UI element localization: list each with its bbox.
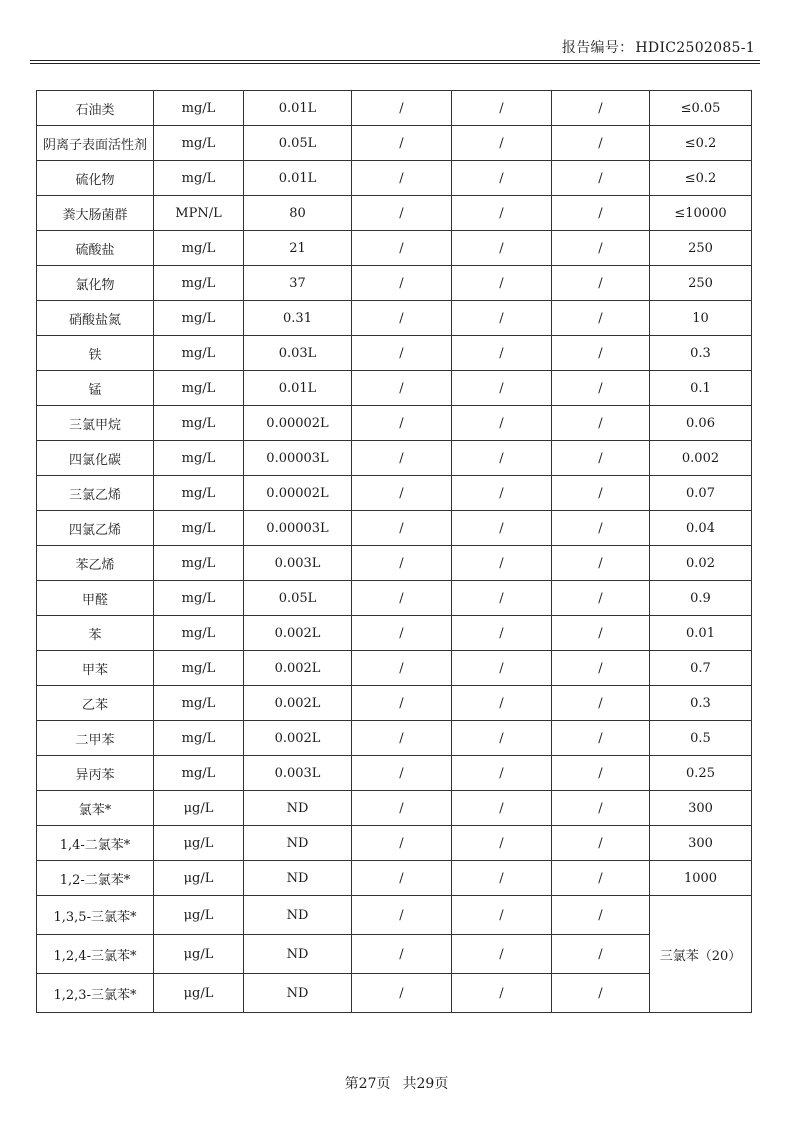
col-6-cell: /: [552, 161, 650, 196]
unit-cell: MPN/L: [154, 196, 244, 231]
table-row: [37, 336, 752, 371]
measured-value-cell: 0.00003L: [244, 441, 352, 476]
col-6-cell: /: [552, 476, 650, 511]
parameter-name-cell: 苯: [37, 616, 154, 651]
col-4-cell: /: [352, 581, 452, 616]
measured-value-cell: 0.00002L: [244, 476, 352, 511]
table-row: [37, 511, 752, 546]
parameter-name-cell: 异丙苯: [37, 756, 154, 791]
col-6-cell: /: [552, 546, 650, 581]
col-6-cell: /: [552, 371, 650, 406]
col-5-cell: /: [452, 161, 552, 196]
col-5-cell: /: [452, 406, 552, 441]
col-4-cell: /: [352, 336, 452, 371]
col-6-cell: /: [552, 91, 650, 126]
measured-value-cell: 21: [244, 231, 352, 266]
col-6-cell: /: [552, 581, 650, 616]
limit-value-cell: 300: [650, 826, 752, 861]
parameter-name-cell: 硫化物: [37, 161, 154, 196]
unit-cell: μg/L: [154, 896, 244, 935]
col-6-cell: /: [552, 721, 650, 756]
col-4-cell: /: [352, 266, 452, 301]
col-5-cell: /: [452, 546, 552, 581]
parameter-name-cell: 乙苯: [37, 686, 154, 721]
table-row: [37, 371, 752, 406]
unit-cell: mg/L: [154, 336, 244, 371]
measured-value-cell: ND: [244, 791, 352, 826]
parameter-name-cell: 石油类: [37, 91, 154, 126]
unit-cell: mg/L: [154, 511, 244, 546]
col-6-cell: /: [552, 441, 650, 476]
parameter-name-cell: 甲苯: [37, 651, 154, 686]
parameter-name-cell: 1,2,4-三氯苯*: [37, 935, 154, 974]
limit-value-cell: 0.25: [650, 756, 752, 791]
measured-value-cell: 0.002L: [244, 686, 352, 721]
unit-cell: mg/L: [154, 756, 244, 791]
merged-limit-cell: 三氯苯（20）: [650, 896, 752, 1013]
col-4-cell: /: [352, 721, 452, 756]
col-4-cell: /: [352, 791, 452, 826]
limit-value-cell: 250: [650, 231, 752, 266]
col-4-cell: /: [352, 161, 452, 196]
unit-cell: μg/L: [154, 826, 244, 861]
parameter-name-cell: 铁: [37, 336, 154, 371]
table-row: [37, 791, 752, 826]
limit-value-cell: 0.01: [650, 616, 752, 651]
col-5-cell: /: [452, 756, 552, 791]
col-4-cell: /: [352, 974, 452, 1013]
table-row: [37, 756, 752, 791]
table-row: [37, 651, 752, 686]
table-row: [37, 686, 752, 721]
measured-value-cell: ND: [244, 861, 352, 896]
col-4-cell: /: [352, 616, 452, 651]
unit-cell: mg/L: [154, 721, 244, 756]
col-5-cell: /: [452, 266, 552, 301]
col-4-cell: /: [352, 546, 452, 581]
limit-value-cell: ≤0.2: [650, 161, 752, 196]
col-5-cell: /: [452, 616, 552, 651]
col-6-cell: /: [552, 196, 650, 231]
col-6-cell: /: [552, 756, 650, 791]
col-5-cell: /: [452, 686, 552, 721]
parameter-name-cell: 1,2,3-三氯苯*: [37, 974, 154, 1013]
report-number: [562, 37, 755, 57]
parameter-name-cell: 硫酸盐: [37, 231, 154, 266]
unit-cell: mg/L: [154, 476, 244, 511]
table-row: [37, 161, 752, 196]
parameter-name-cell: 二甲苯: [37, 721, 154, 756]
col-5-cell: /: [452, 476, 552, 511]
col-5-cell: /: [452, 301, 552, 336]
table-row: [37, 91, 752, 126]
table-row: [37, 935, 752, 974]
col-6-cell: /: [552, 301, 650, 336]
col-6-cell: /: [552, 406, 650, 441]
col-5-cell: /: [452, 336, 552, 371]
measured-value-cell: 0.31: [244, 301, 352, 336]
table-row: [37, 126, 752, 161]
limit-value-cell: 0.9: [650, 581, 752, 616]
col-6-cell: /: [552, 861, 650, 896]
parameter-name-cell: 氯苯*: [37, 791, 154, 826]
unit-cell: mg/L: [154, 581, 244, 616]
measured-value-cell: 80: [244, 196, 352, 231]
parameter-name-cell: 氯化物: [37, 266, 154, 301]
parameter-name-cell: 四氯化碳: [37, 441, 154, 476]
unit-cell: μg/L: [154, 791, 244, 826]
measured-value-cell: 0.002L: [244, 721, 352, 756]
table-row: [37, 721, 752, 756]
col-6-cell: /: [552, 935, 650, 974]
parameter-name-cell: 苯乙烯: [37, 546, 154, 581]
col-5-cell: /: [452, 896, 552, 935]
measured-value-cell: 37: [244, 266, 352, 301]
parameter-name-cell: 1,3,5-三氯苯*: [37, 896, 154, 935]
col-4-cell: /: [352, 126, 452, 161]
page-footer: [0, 1073, 793, 1093]
limit-value-cell: 0.002: [650, 441, 752, 476]
col-5-cell: /: [452, 791, 552, 826]
col-6-cell: /: [552, 651, 650, 686]
table-row: [37, 406, 752, 441]
col-4-cell: /: [352, 231, 452, 266]
col-4-cell: /: [352, 441, 452, 476]
col-5-cell: /: [452, 581, 552, 616]
limit-value-cell: 250: [650, 266, 752, 301]
limit-value-cell: 300: [650, 791, 752, 826]
table-row: [37, 616, 752, 651]
measured-value-cell: 0.003L: [244, 546, 352, 581]
limit-value-cell: 1000: [650, 861, 752, 896]
measured-value-cell: ND: [244, 974, 352, 1013]
unit-cell: mg/L: [154, 406, 244, 441]
parameter-name-cell: 1,2-二氯苯*: [37, 861, 154, 896]
col-5-cell: /: [452, 826, 552, 861]
col-4-cell: /: [352, 301, 452, 336]
page-total: 共29页: [402, 1076, 449, 1092]
table-row: [37, 546, 752, 581]
unit-cell: mg/L: [154, 546, 244, 581]
limit-value-cell: 0.5: [650, 721, 752, 756]
unit-cell: mg/L: [154, 91, 244, 126]
col-4-cell: /: [352, 196, 452, 231]
results-table: [36, 90, 752, 1013]
col-6-cell: /: [552, 826, 650, 861]
unit-cell: mg/L: [154, 301, 244, 336]
col-5-cell: /: [452, 371, 552, 406]
measured-value-cell: 0.01L: [244, 91, 352, 126]
table-row: [37, 826, 752, 861]
col-6-cell: /: [552, 896, 650, 935]
limit-value-cell: 0.02: [650, 546, 752, 581]
measured-value-cell: 0.01L: [244, 161, 352, 196]
measured-value-cell: 0.03L: [244, 336, 352, 371]
unit-cell: mg/L: [154, 161, 244, 196]
limit-value-cell: 0.04: [650, 511, 752, 546]
unit-cell: mg/L: [154, 126, 244, 161]
col-6-cell: /: [552, 791, 650, 826]
table-row: [37, 196, 752, 231]
col-5-cell: /: [452, 935, 552, 974]
col-4-cell: /: [352, 511, 452, 546]
parameter-name-cell: 阴离子表面活性剂: [37, 126, 154, 161]
table-row: [37, 441, 752, 476]
col-5-cell: /: [452, 974, 552, 1013]
col-6-cell: /: [552, 974, 650, 1013]
report-number-value: HDIC2502085-1: [635, 40, 755, 56]
col-4-cell: /: [352, 686, 452, 721]
measured-value-cell: ND: [244, 935, 352, 974]
header-rule-bottom: [30, 63, 760, 64]
limit-value-cell: ≤10000: [650, 196, 752, 231]
unit-cell: mg/L: [154, 266, 244, 301]
limit-value-cell: 0.07: [650, 476, 752, 511]
col-4-cell: /: [352, 91, 452, 126]
results-table-body: [37, 91, 752, 1013]
table-row: [37, 301, 752, 336]
table-row: [37, 266, 752, 301]
col-5-cell: /: [452, 721, 552, 756]
page-number: 第27页: [344, 1076, 391, 1092]
header-rule-top: [30, 60, 760, 61]
col-5-cell: /: [452, 861, 552, 896]
measured-value-cell: 0.01L: [244, 371, 352, 406]
col-5-cell: /: [452, 91, 552, 126]
table-row: [37, 861, 752, 896]
col-4-cell: /: [352, 651, 452, 686]
measured-value-cell: 0.05L: [244, 581, 352, 616]
table-row: [37, 231, 752, 266]
parameter-name-cell: 粪大肠菌群: [37, 196, 154, 231]
col-4-cell: /: [352, 476, 452, 511]
col-5-cell: /: [452, 196, 552, 231]
unit-cell: mg/L: [154, 651, 244, 686]
col-4-cell: /: [352, 935, 452, 974]
measured-value-cell: 0.002L: [244, 651, 352, 686]
parameter-name-cell: 1,4-二氯苯*: [37, 826, 154, 861]
report-number-label: 报告编号：: [561, 40, 634, 56]
parameter-name-cell: 三氯乙烯: [37, 476, 154, 511]
col-5-cell: /: [452, 511, 552, 546]
limit-value-cell: ≤0.2: [650, 126, 752, 161]
parameter-name-cell: 四氯乙烯: [37, 511, 154, 546]
limit-value-cell: 0.3: [650, 686, 752, 721]
measured-value-cell: ND: [244, 826, 352, 861]
table-row: [37, 581, 752, 616]
col-6-cell: /: [552, 231, 650, 266]
col-5-cell: /: [452, 651, 552, 686]
unit-cell: μg/L: [154, 935, 244, 974]
unit-cell: mg/L: [154, 616, 244, 651]
table-row: [37, 896, 752, 935]
col-5-cell: /: [452, 231, 552, 266]
parameter-name-cell: 三氯甲烷: [37, 406, 154, 441]
limit-value-cell: 0.7: [650, 651, 752, 686]
measured-value-cell: ND: [244, 896, 352, 935]
unit-cell: mg/L: [154, 686, 244, 721]
col-4-cell: /: [352, 861, 452, 896]
parameter-name-cell: 硝酸盐氮: [37, 301, 154, 336]
limit-value-cell: 0.1: [650, 371, 752, 406]
col-5-cell: /: [452, 441, 552, 476]
col-6-cell: /: [552, 266, 650, 301]
table-row: [37, 974, 752, 1013]
col-6-cell: /: [552, 511, 650, 546]
unit-cell: mg/L: [154, 441, 244, 476]
col-6-cell: /: [552, 126, 650, 161]
measured-value-cell: 0.002L: [244, 616, 352, 651]
col-4-cell: /: [352, 371, 452, 406]
col-4-cell: /: [352, 756, 452, 791]
unit-cell: μg/L: [154, 861, 244, 896]
measured-value-cell: 0.003L: [244, 756, 352, 791]
parameter-name-cell: 锰: [37, 371, 154, 406]
measured-value-cell: 0.00002L: [244, 406, 352, 441]
col-6-cell: /: [552, 686, 650, 721]
col-6-cell: /: [552, 616, 650, 651]
unit-cell: μg/L: [154, 974, 244, 1013]
col-6-cell: /: [552, 336, 650, 371]
limit-value-cell: 0.3: [650, 336, 752, 371]
col-5-cell: /: [452, 126, 552, 161]
parameter-name-cell: 甲醛: [37, 581, 154, 616]
measured-value-cell: 0.00003L: [244, 511, 352, 546]
col-4-cell: /: [352, 826, 452, 861]
col-4-cell: /: [352, 896, 452, 935]
measured-value-cell: 0.05L: [244, 126, 352, 161]
col-4-cell: /: [352, 406, 452, 441]
limit-value-cell: 0.06: [650, 406, 752, 441]
limit-value-cell: 10: [650, 301, 752, 336]
table-row: [37, 476, 752, 511]
unit-cell: mg/L: [154, 231, 244, 266]
limit-value-cell: ≤0.05: [650, 91, 752, 126]
unit-cell: mg/L: [154, 371, 244, 406]
